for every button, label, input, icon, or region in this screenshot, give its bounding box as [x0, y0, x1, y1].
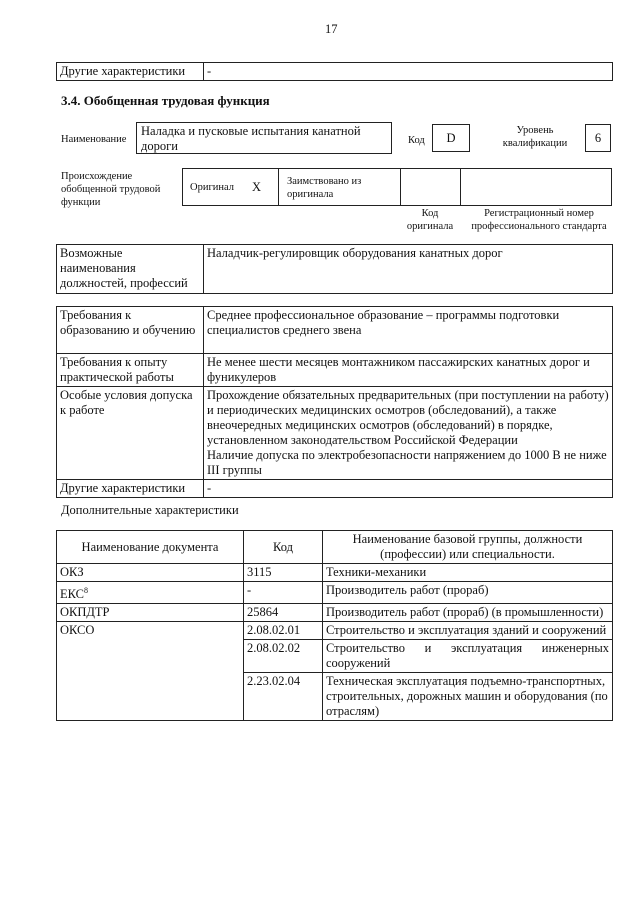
code-cell: -	[244, 582, 323, 604]
additional-title: Дополнительные характеристики	[61, 503, 239, 517]
reg-number-caption: Регистрационный номер профессионального стандарта	[471, 208, 607, 232]
table-row	[57, 480, 613, 498]
additional-table	[56, 530, 613, 721]
table-row	[57, 307, 613, 354]
positions-value: Наладчик-регулировщик оборудования канатных дорог	[204, 245, 613, 294]
origin-divider-1	[278, 168, 279, 206]
code-original-caption: Код оригинала	[406, 208, 454, 232]
name-cell: Техники-механики	[323, 564, 613, 582]
doc-cell: ОКПДТР	[57, 604, 244, 622]
origin-label: Происхождение обобщенной трудовой функции	[61, 171, 161, 208]
requirement-value-medical: Прохождение обязательных предварительных (при поступлении на работу) и периодических медицинских осмотров (обследований), а также внеочередных медицинских осмотров (обследований) в порядке, установленном законодательством Российской Федерации	[207, 388, 609, 447]
header-code: Код	[244, 531, 323, 564]
requirement-label: Другие характеристики	[57, 480, 204, 498]
requirement-value-electrical: Наличие допуска по электробезопасности напряжением до 1000 В не ниже III группы	[207, 448, 607, 477]
table-row	[57, 387, 613, 480]
table-row	[57, 354, 613, 387]
requirement-label: Требования к опыту практической работы	[57, 354, 204, 387]
other-characteristics-value: -	[204, 63, 613, 81]
name-label: Наименование	[61, 134, 127, 145]
original-mark: X	[252, 180, 262, 194]
doc-cell: ОКЗ	[57, 564, 244, 582]
top-other-characteristics-table	[56, 62, 613, 81]
name-cell: Производитель работ (прораб)	[323, 582, 613, 604]
name-cell: Производитель работ (прораб) (в промышленности)	[323, 604, 613, 622]
name-cell: Техническая эксплуатация подъемно-транспортных, строительных, дорожных машин и оборудования (по отраслям)	[323, 673, 613, 721]
table-row	[57, 582, 613, 604]
origin-boxes	[182, 168, 612, 206]
requirement-value	[204, 387, 613, 480]
table-row	[57, 604, 613, 622]
name-cell: Строительство и эксплуатация инженерных сооружений	[323, 640, 613, 673]
level-value-box	[585, 124, 611, 152]
level-value: 6	[594, 131, 602, 145]
doc-cell	[57, 582, 244, 604]
positions-label: Возможные наименования должностей, профессий	[57, 245, 204, 294]
header-name: Наименование базовой группы, должности (профессии) или специальности.	[323, 531, 613, 564]
doc-text: ЕКС	[60, 587, 84, 602]
requirement-label: Требования к образованию и обучению	[57, 307, 204, 354]
requirement-value: Не менее шести месяцев монтажником пассажирских канатных дорог и фуникулеров	[204, 354, 613, 387]
function-name-box	[136, 122, 392, 154]
table-row	[57, 564, 613, 582]
origin-divider-3	[460, 168, 461, 206]
code-cell: 25864	[244, 604, 323, 622]
requirement-value: -	[204, 480, 613, 498]
function-name-value: Наладка и пусковые испытания канатной дороги	[141, 124, 361, 153]
section-title: 3.4. Обобщенная трудовая функция	[61, 93, 270, 108]
code-cell: 2.08.02.02	[244, 640, 323, 673]
borrowed-label: Заимствовано из оригинала	[287, 176, 362, 200]
code-value-box	[432, 124, 470, 152]
level-label: Уровень квалификации	[502, 125, 568, 149]
name-cell: Строительство и эксплуатация зданий и сооружений	[323, 622, 613, 640]
page-number: 17	[325, 22, 338, 36]
code-label: Код	[408, 135, 425, 146]
table-header-row	[57, 531, 613, 564]
code-cell: 3115	[244, 564, 323, 582]
requirement-value: Среднее профессиональное образование – программы подготовки специалистов среднего звена	[204, 307, 613, 354]
table-row	[57, 622, 613, 640]
requirement-label: Особые условия допуска к работе	[57, 387, 204, 480]
other-characteristics-label: Другие характеристики	[57, 63, 204, 81]
original-label: Оригинал	[190, 182, 234, 193]
code-cell: 2.23.02.04	[244, 673, 323, 721]
origin-divider-2	[400, 168, 401, 206]
code-value: D	[446, 131, 456, 145]
positions-table	[56, 244, 613, 294]
header-document: Наименование документа	[57, 531, 244, 564]
code-cell: 2.08.02.01	[244, 622, 323, 640]
footnote-marker: 8	[84, 586, 88, 595]
requirements-table	[56, 306, 613, 498]
doc-cell: ОКСО	[57, 622, 244, 721]
